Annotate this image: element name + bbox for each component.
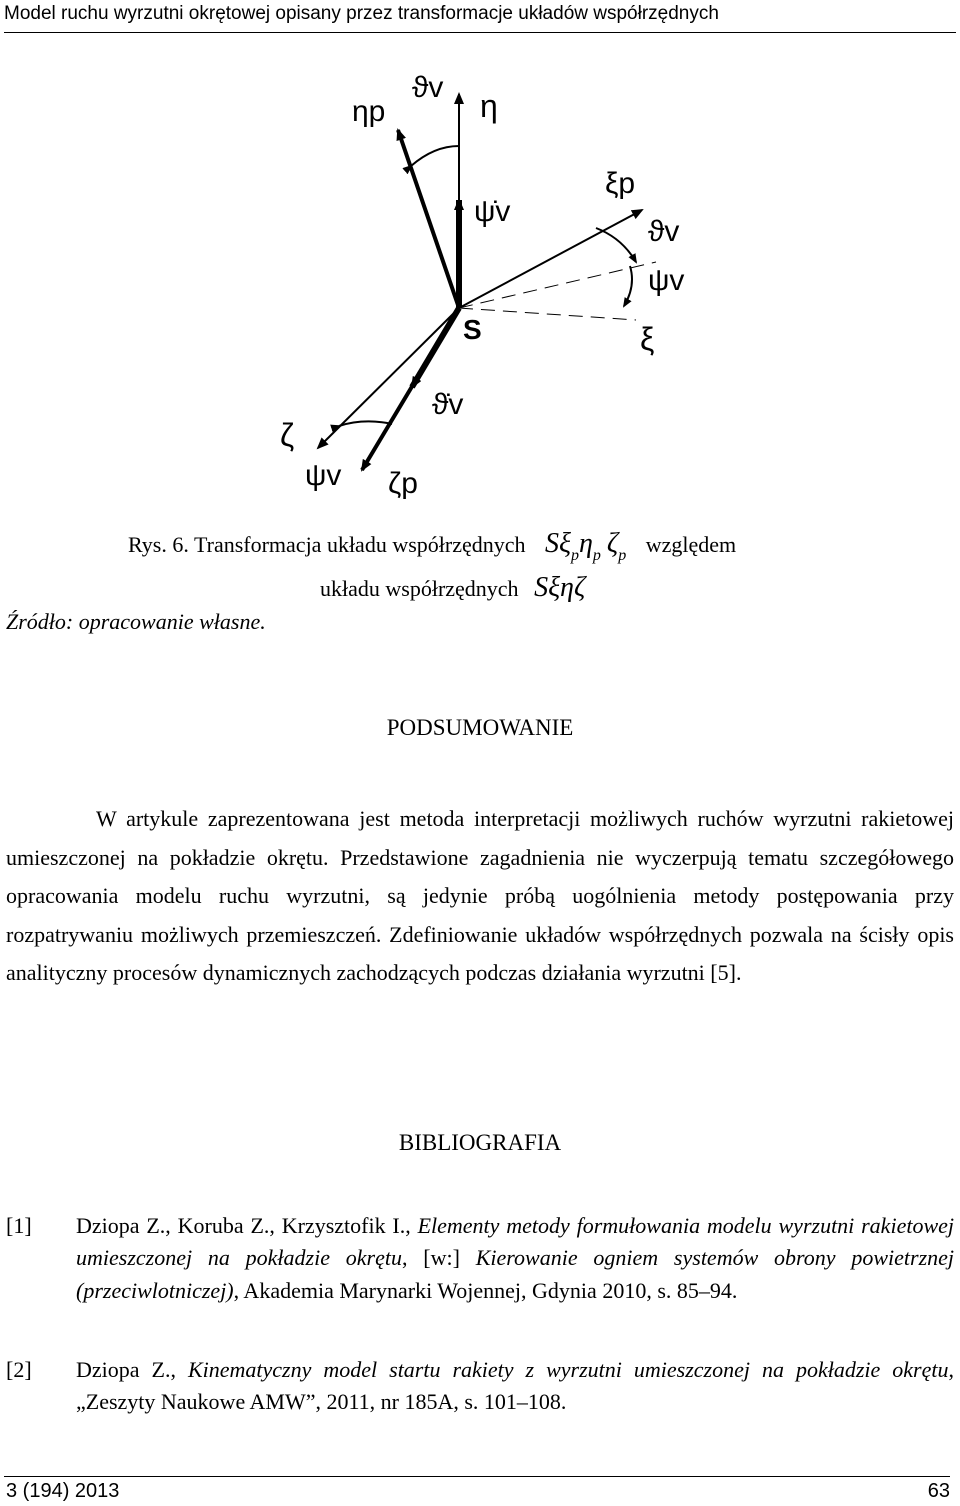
reference-body: [76, 1210, 954, 1307]
page-number: 63: [927, 1480, 950, 1502]
eta-p-axis: [398, 130, 459, 308]
xi-axis-lower-dashed: [459, 308, 636, 320]
psi-v-arc-left: [339, 421, 392, 426]
reference-title: Kinematyczny model startu rakiety z wyrzutni umieszczonej na pokładzie okrętu: [187, 1357, 949, 1382]
caption-math-2: Sξηζ: [534, 572, 586, 603]
label-zeta-p: ζp: [388, 467, 418, 500]
label-eta-p: ηp: [352, 95, 386, 128]
math-s: S: [545, 528, 560, 559]
label-theta-dot: ϑ̇v: [432, 388, 464, 421]
math-sub-p: p: [592, 547, 601, 564]
label-origin-s: S: [463, 314, 482, 345]
math-eta: η: [579, 528, 593, 559]
reference-mid: , [w:]: [401, 1245, 460, 1271]
label-xi: ξ: [640, 321, 655, 357]
math-xi: ξ: [559, 528, 572, 559]
summary-paragraph: [6, 800, 954, 993]
theta-v-arc-right: [596, 228, 636, 262]
reference-authors: Dziopa Z., Koruba Z., Krzysztofik I.,: [76, 1213, 411, 1238]
figure-source: Źródło: opracowanie własne.: [6, 609, 266, 634]
reference-number: [1]: [6, 1213, 32, 1238]
caption-line-2: układu współrzędnych: [320, 576, 519, 601]
running-header: [4, 0, 956, 33]
reference-rest: , „Zeszyty Naukowe AMW”, 2011, nr 185A, s. 101–108.: [76, 1357, 954, 1415]
summary-text: W artykule zaprezentowana jest metoda interpretacji możliwych ruchów wyrzutni rakietowej umieszczonej na pokładzie okrętu. Przedstawione zagadnienia nie wyczerpują tematu szczegółowego opracowania modelu ruchu wyrzutni, są jedynie próbą uogólnienia metody postępowania przy rozpatrywaniu możliwych przemieszczeń. Zdefiniowanie układów współrzędnych pozwala na ścisły opis analityczny procesów dynamicznych zachodzących podczas działania wyrzutni [5].: [6, 806, 954, 986]
label-psi-v-right: ψv: [648, 264, 685, 297]
label-psi-v-left: ψv: [305, 459, 342, 492]
reference-item-2: [6, 1354, 954, 1419]
caption-math-1: [545, 528, 627, 564]
figure-diagram: [0, 60, 960, 510]
label-eta: η: [480, 88, 498, 124]
reference-book: Kierowanie ogniem systemów obrony powietrznej (przeciwlotniczej): [76, 1245, 955, 1303]
label-zeta: ζ: [280, 417, 295, 453]
math-sub-p: p: [571, 547, 580, 564]
caption-prefix: Rys. 6. Transformacja układu współrzędnych: [128, 532, 526, 557]
reference-title: Elementy metody formułowania modelu wyrzutni rakietowej umieszczonej na pokładzie okrętu: [76, 1213, 954, 1271]
running-title: Model ruchu wyrzutni okrętowej opisany przez transformacje układów współrzędnych: [4, 3, 719, 24]
math-sub-p: p: [618, 547, 627, 564]
reference-body: [76, 1354, 954, 1419]
label-xi-p: ξp: [605, 167, 636, 200]
label-theta-v-top: ϑv: [412, 71, 444, 104]
caption-suffix: względem: [645, 532, 737, 557]
label-psi-dot: ψ̇v: [474, 195, 511, 228]
bibliography-heading: BIBLIOGRAFIA: [398, 1130, 562, 1155]
reference-number: [2]: [6, 1357, 32, 1382]
math-zeta: ζ: [606, 528, 619, 559]
figure-caption-line-2: [320, 572, 585, 604]
issue-number: 3 (194) 2013: [6, 1480, 120, 1502]
reference-rest: , Akademia Marynarki Wojennej, Gdynia 2010, s. 85–94.: [233, 1277, 738, 1303]
coordinate-system-figure: [0, 60, 960, 510]
summary-heading: PODSUMOWANIE: [386, 715, 574, 740]
figure-caption: [128, 528, 737, 564]
psi-v-arc-right: [624, 266, 632, 306]
page-footer: [4, 1476, 950, 1505]
label-theta-v-right: ϑv: [648, 215, 680, 248]
theta-v-arc-top: [411, 146, 459, 166]
reference-item-1: [6, 1210, 954, 1307]
reference-authors: Dziopa Z.,: [76, 1357, 176, 1382]
